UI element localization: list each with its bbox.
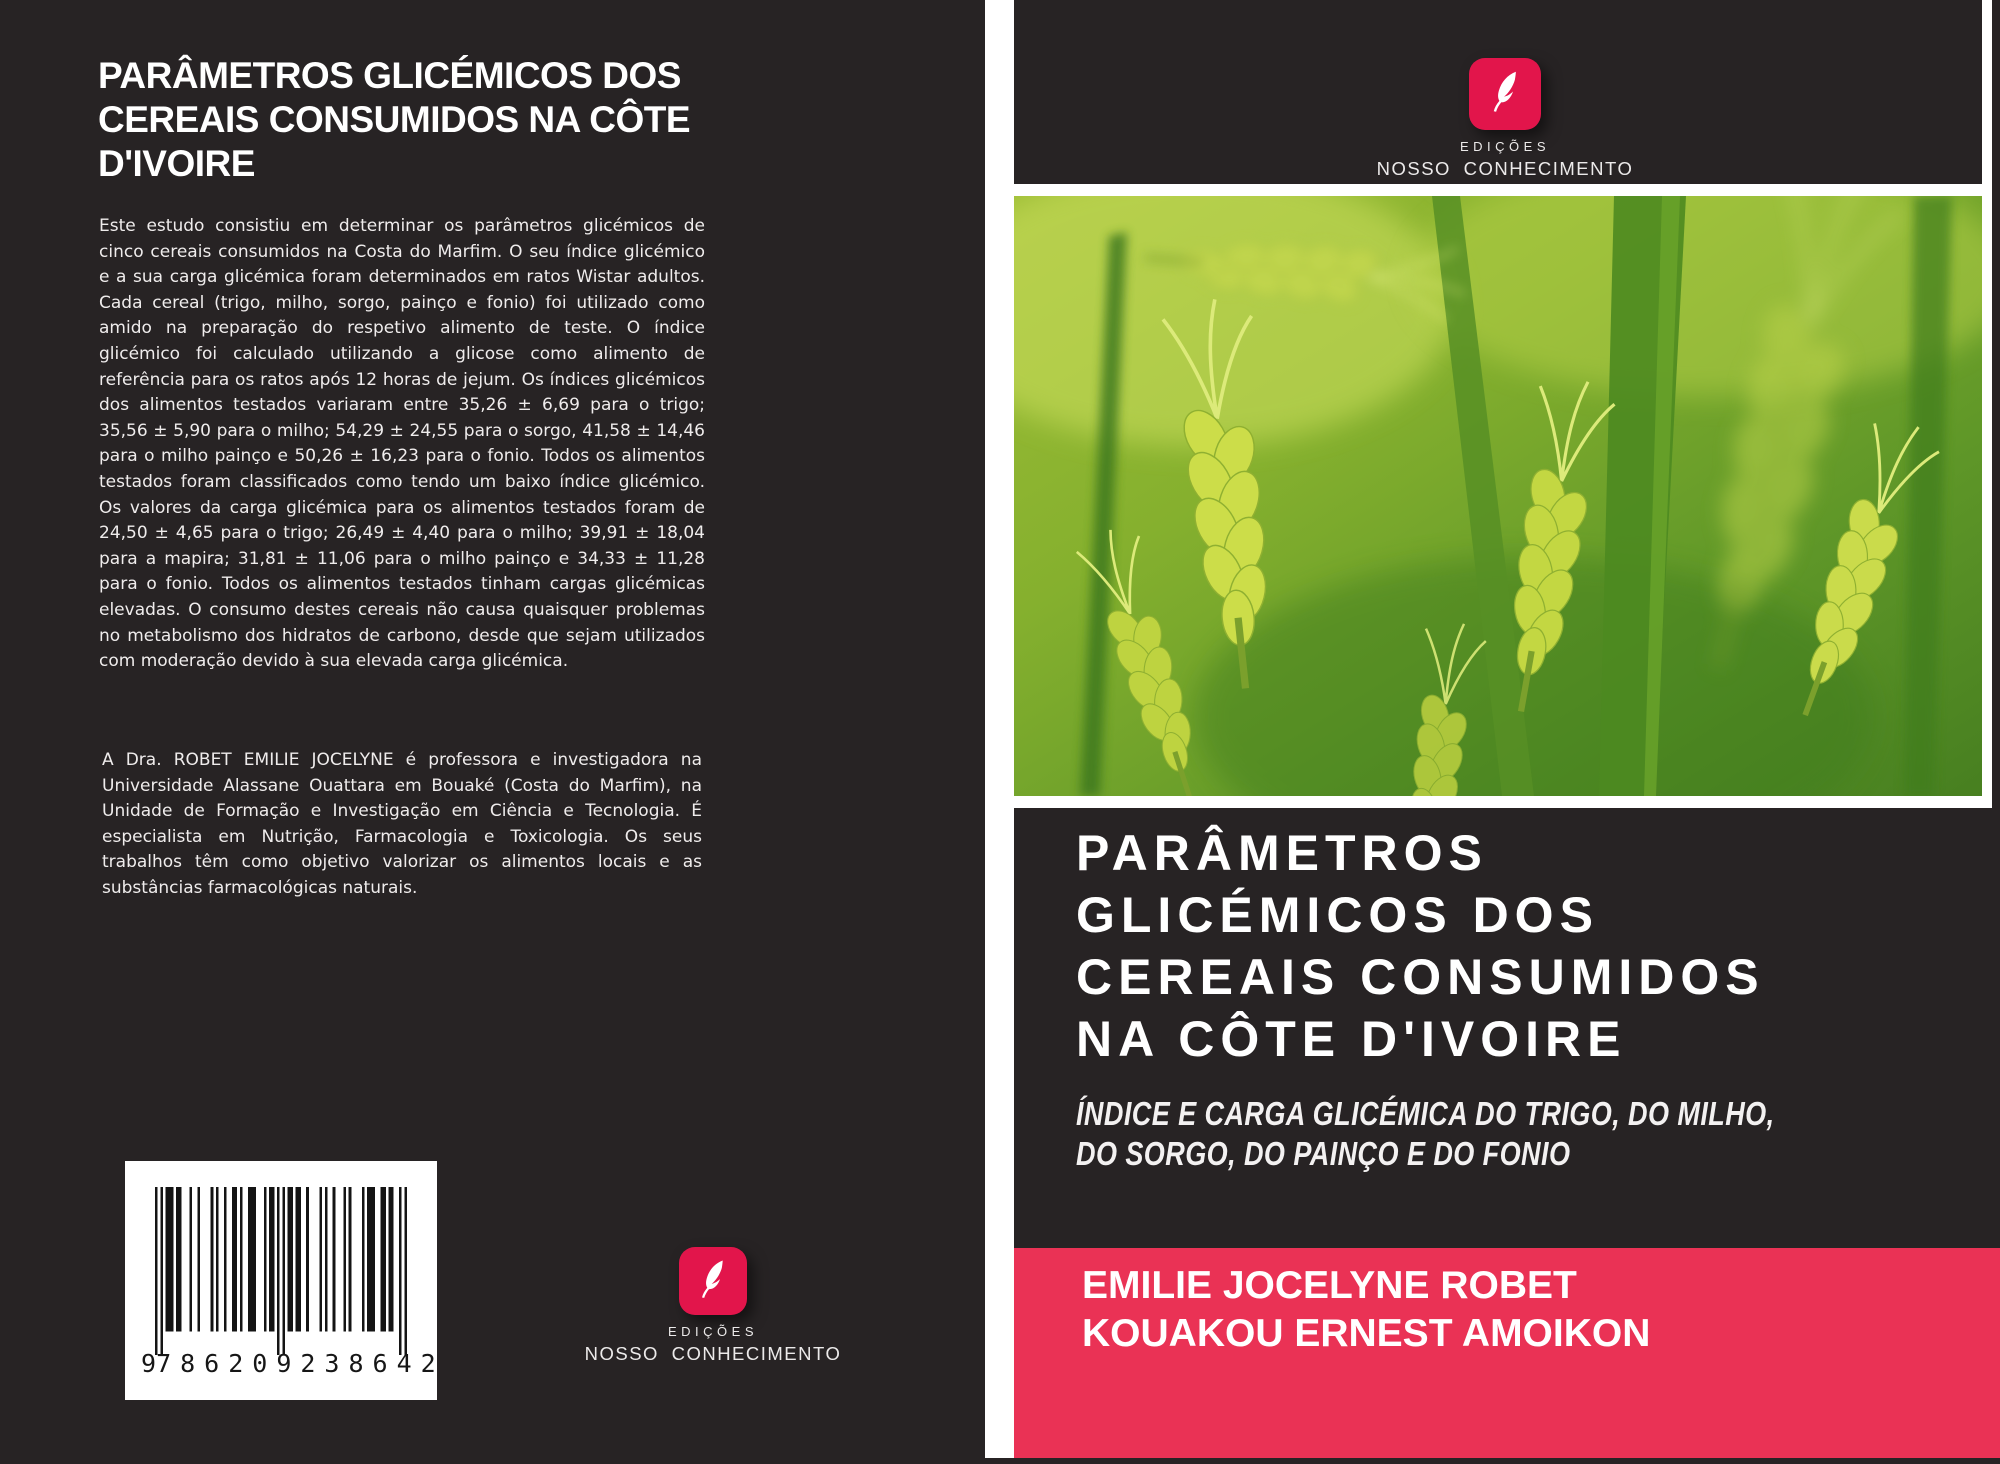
barcode-digit-group: 786209 [156,1349,301,1378]
publisher-name-bottom: NOSSO CONHECIMENTO [1376,158,1634,179]
barcode-digits [141,1349,445,1378]
cover-photo [1014,184,1992,808]
author-name: KOUAKOU ERNEST AMOIKON [1082,1312,1651,1355]
author-name: EMILIE JOCELYNE ROBET [1082,1264,1577,1307]
front-subtitle [1076,1094,1775,1174]
front-title-line: GLICÉMICOS DOS [1076,887,1599,943]
front-subtitle-line: DO SORGO, DO PAINÇO E DO FONIO [1076,1135,1571,1172]
spine-gutter [985,0,1014,1464]
feather-icon [691,1257,735,1306]
publisher-name-top: EDIÇÕES [1459,139,1550,154]
front-title [1076,822,1765,1070]
barcode [125,1161,445,1400]
publisher-name-top: EDIÇÕES [667,1324,758,1339]
back-title [98,54,738,186]
publisher-logo-square [679,1247,747,1315]
front-title-line: PARÂMETROS [1076,825,1488,881]
barcode-digit-group: 238642 [300,1349,445,1378]
cereal-ears-illustration [1014,196,1982,796]
barcode-digit-group: 9 [141,1349,157,1378]
author-bio: A Dra. ROBET EMILIE JOCELYNE é professora e investigadora na Universidade Alassane Ouattara em Bouaké (Costa do Marfim), na Unidade de Formação e Investigação em Ciência e Tecnologia. É especialista em Nutrição, Farmacologia e Toxicologia. Os seus trabalhos têm como objetivo valorizar os alimentos locais e as substâncias farmacológicas naturais. [102,750,702,898]
back-title-line: PARÂMETROS GLICÉMICOS DOS [98,55,681,96]
front-subtitle-line: ÍNDICE E CARGA GLICÉMICA DO TRIGO, DO MILHO, [1076,1095,1775,1132]
author-band [1014,1248,2000,1458]
back-title-line: D'IVOIRE [98,143,255,184]
back-abstract: Este estudo consistiu em determinar os parâmetros glicémicos de cinco cereais consumidos na Costa do Marfim. O seu índice glicémico e a sua carga glicémica foram determinados em ratos Wistar adultos. Cada cereal (trigo, milho, sorgo, painço e fonio) foi utilizado como amido na preparação do respetivo alimento de teste. O índice glicémico foi calculado utilizando a glicose como alimento de referência para os ratos após 12 horas de jejum. Os índices glicémicos dos alimentos testados variaram entre 35,26 ± 6,69 para o trigo; 35,56 ± 5,90 para o milho; 54,29 ± 24,55 para o sorgo, 41,58 ± 14,46 para o milho painço e 50,26 ± 16,23 para o fonio. Todos os alimentos testados foram classificados como tendo um baixo índice glicémico. Os valores da carga glicémica para os alimentos testados foram de 24,50 ± 4,65 para o trigo; 26,49 ± 4,40 para o milho; 39,91 ± 18,04 para a mapira; 31,81 ± 11,06 para o milho painço e 34,33 ± 11,28 para o fonio. Todos os alimentos testados tinham cargas glicémicas elevadas. O consumo destes cereais não causa quaisquer problemas no metabolismo dos hidratos de carbono, desde que sejam utilizados com moderação devido à sua elevada carga glicémica. [99,216,705,672]
cover-edge-trim [1982,0,1992,184]
publisher-name-bottom: NOSSO CONHECIMENTO [584,1343,842,1364]
front-cover [1014,0,2000,1464]
back-title-line: CEREAIS CONSUMIDOS NA CÔTE [98,99,691,140]
front-title-line: CEREAIS CONSUMIDOS [1076,949,1765,1005]
publisher-logo [573,1247,853,1365]
feather-icon [1482,68,1529,120]
front-title-line: NA CÔTE D'IVOIRE [1076,1011,1627,1067]
cover-bottom-trim [0,1458,2000,1464]
barcode-bars-icon [155,1187,407,1355]
back-cover [0,0,985,1464]
publisher-logo-square [1469,58,1541,130]
publisher-logo [1365,58,1645,180]
